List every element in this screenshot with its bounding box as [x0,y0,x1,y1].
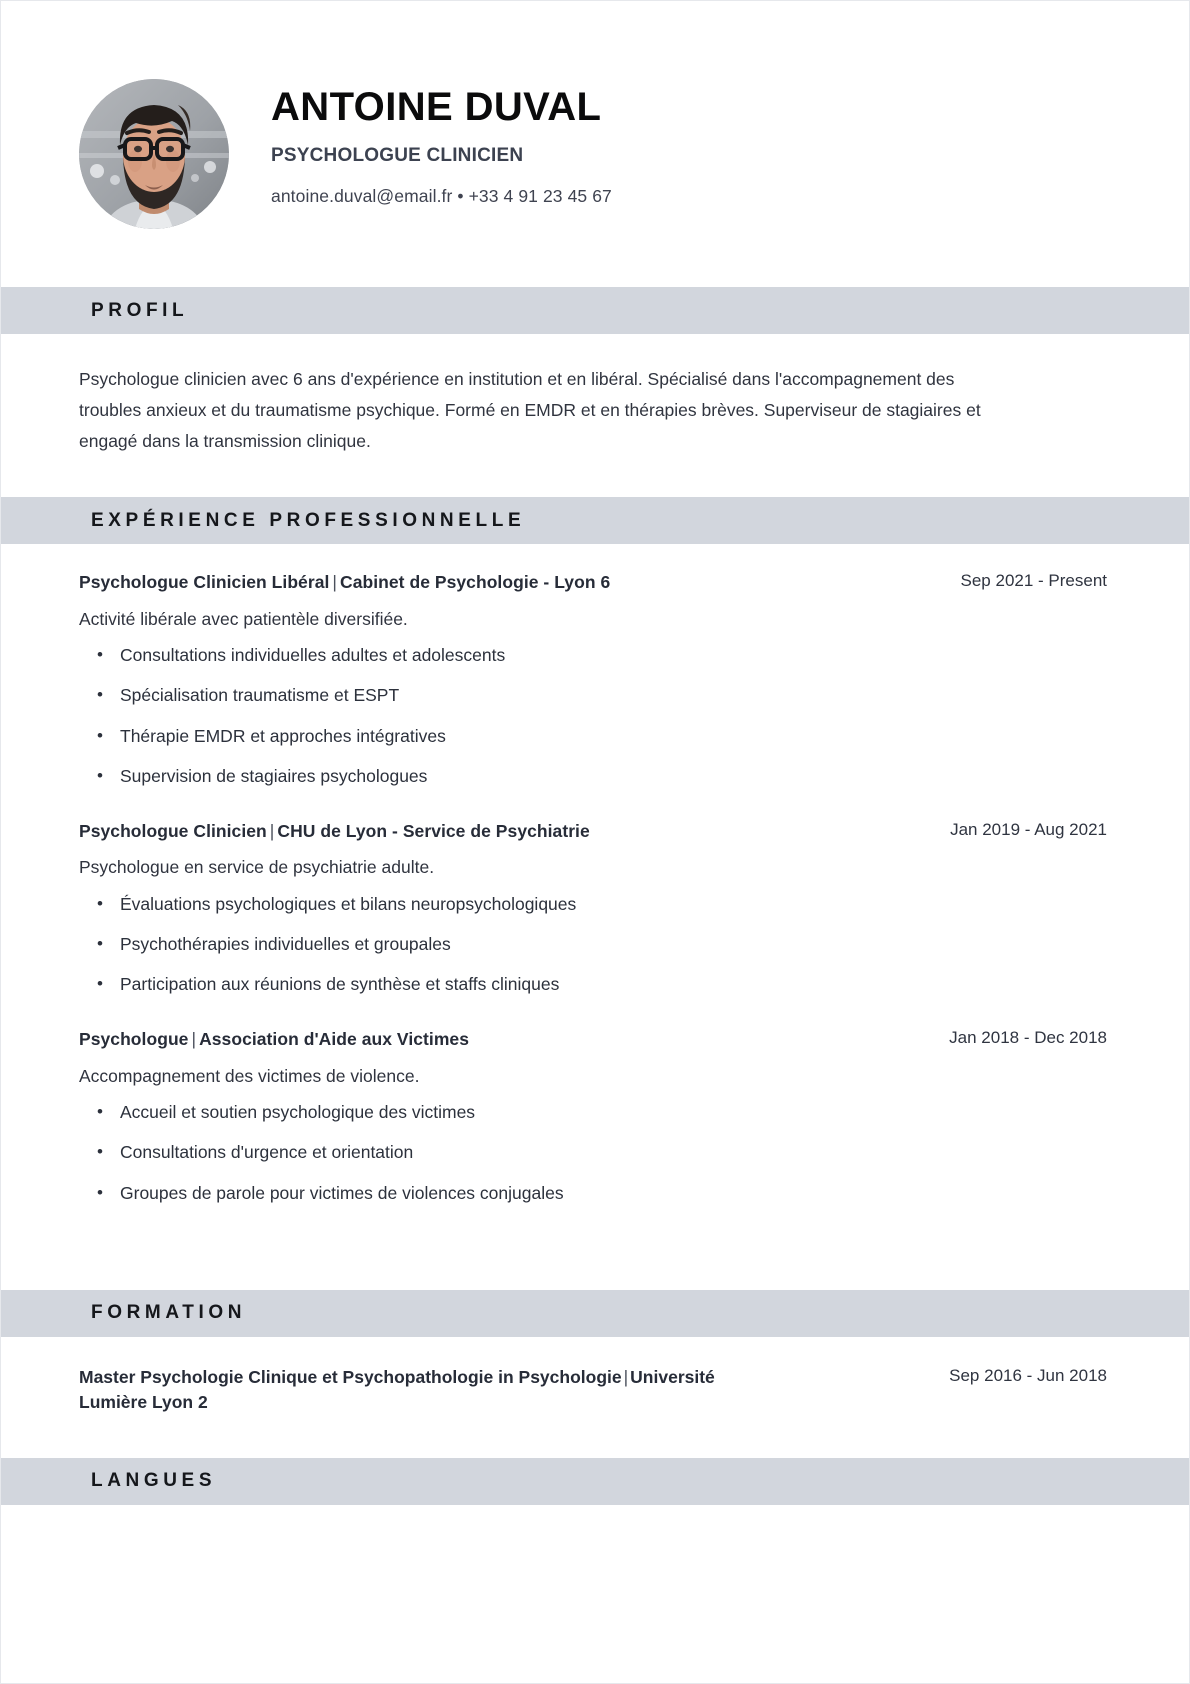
experience-date: Jan 2019 - Aug 2021 [950,820,1107,840]
list-item [79,931,1111,957]
section-body-experience [1,544,1189,1289]
experience-bullet-list [79,1099,1111,1206]
experience-organization: CHU de Lyon - Service de Psychiatrie [277,821,590,842]
list-item-label: Consultations individuelles adultes et adolescents [120,645,506,666]
bullet-icon: • [97,1142,103,1162]
list-item [79,642,1111,668]
experience-entry-title [79,1027,469,1052]
bullet-icon: • [97,685,103,705]
education-entry-title [79,1365,719,1416]
experience-entry-title [79,819,590,844]
list-item-label: Thérapie EMDR et approches intégratives [120,725,446,746]
bullet-icon: • [97,974,103,994]
bullet-icon: • [97,725,103,745]
section-title-formation: FORMATION [91,1302,247,1324]
list-item [79,763,1111,789]
experience-role: Psychologue [79,1029,189,1050]
page-title: ANTOINE DUVAL [271,85,602,129]
list-item-label: Évaluations psychologiques et bilans neuropsychologiques [120,893,577,914]
job-subtitle: PSYCHOLOGUE CLINICIEN [271,145,524,166]
section-title-profil: PROFIL [91,299,189,321]
section-body-profil [1,334,1189,497]
list-item [79,682,1111,708]
title-separator: | [269,821,275,842]
education-institution: Université Lumière Lyon 2 [79,1366,715,1413]
experience-entry-header [79,819,1111,844]
education-date: Sep 2016 - Jun 2018 [949,1365,1107,1385]
list-item-label: Supervision de stagiaires psychologues [120,765,428,786]
section-header-profil [1,287,1189,334]
contact-line: antoine.duval@email.fr • +33 4 91 23 45 67 [271,186,612,206]
bullet-icon: • [97,645,103,665]
title-separator: | [191,1029,197,1050]
section-title-experience: EXPÉRIENCE PROFESSIONNELLE [91,509,526,531]
experience-entry-title [79,570,610,595]
list-item-label: Psychothérapies individuelles et groupales [120,933,451,954]
header-text-block [271,79,612,207]
experience-entry-header [79,1027,1111,1052]
list-item-label: Spécialisation traumatisme et ESPT [120,685,400,706]
section-title-langues: LANGUES [91,1470,217,1492]
list-item-label: Participation aux réunions de synthèse et staffs cliniques [120,974,560,995]
experience-entry [79,1027,1111,1205]
section-spacer [79,1236,1111,1254]
profile-summary-text: Psychologue clinicien avec 6 ans d'expérience en institution et en libéral. Spécialisé dans l'accompagnement des troubles anxieux et du traumatisme psychique. Formé en EMDR et en thérapies brèves. Superviseur de stagiaires et engagé dans la transmission clinique. [79,369,981,452]
list-item [79,1180,1111,1206]
list-item [79,1099,1111,1125]
experience-date: Sep 2021 - Present [960,571,1107,591]
education-entry [79,1365,1111,1416]
list-item [79,891,1111,917]
section-header-langues [1,1458,1189,1505]
list-item-label: Groupes de parole pour victimes de violences conjugales [120,1182,564,1203]
experience-organization: Association d'Aide aux Victimes [199,1029,469,1050]
bullet-icon: • [97,1182,103,1202]
experience-role: Psychologue Clinicien [79,821,267,842]
education-degree: Master Psychologie Clinique et Psychopathologie in Psychologie [79,1366,622,1387]
experience-entry [79,819,1111,997]
avatar [79,79,229,229]
bullet-icon: • [97,765,103,785]
title-separator: | [623,1366,629,1387]
experience-bullet-list [79,642,1111,789]
section-body-formation [1,1337,1189,1458]
experience-date: Jan 2018 - Dec 2018 [949,1028,1107,1048]
section-body-langues [1,1505,1189,1684]
section-header-experience [1,497,1189,544]
experience-entry-header [79,570,1111,595]
experience-description: Activité libérale avec patientèle diversifiée. [79,608,408,629]
list-item-label: Consultations d'urgence et orientation [120,1142,414,1163]
list-item [79,1139,1111,1165]
experience-entry [79,570,1111,789]
list-item [79,971,1111,997]
portrait-photo-icon [79,79,229,229]
experience-role: Psychologue Clinicien Libéral [79,572,330,593]
experience-description: Accompagnement des victimes de violence. [79,1065,420,1086]
bullet-icon: • [97,933,103,953]
experience-bullet-list [79,891,1111,998]
section-header-formation [1,1290,1189,1337]
title-separator: | [332,572,338,593]
experience-organization: Cabinet de Psychologie - Lyon 6 [340,572,611,593]
bullet-icon: • [97,893,103,913]
bullet-icon: • [97,1102,103,1122]
resume-header [1,1,1189,287]
experience-description: Psychologue en service de psychiatrie adulte. [79,857,435,878]
list-item [79,723,1111,749]
list-item-label: Accueil et soutien psychologique des victimes [120,1102,476,1123]
